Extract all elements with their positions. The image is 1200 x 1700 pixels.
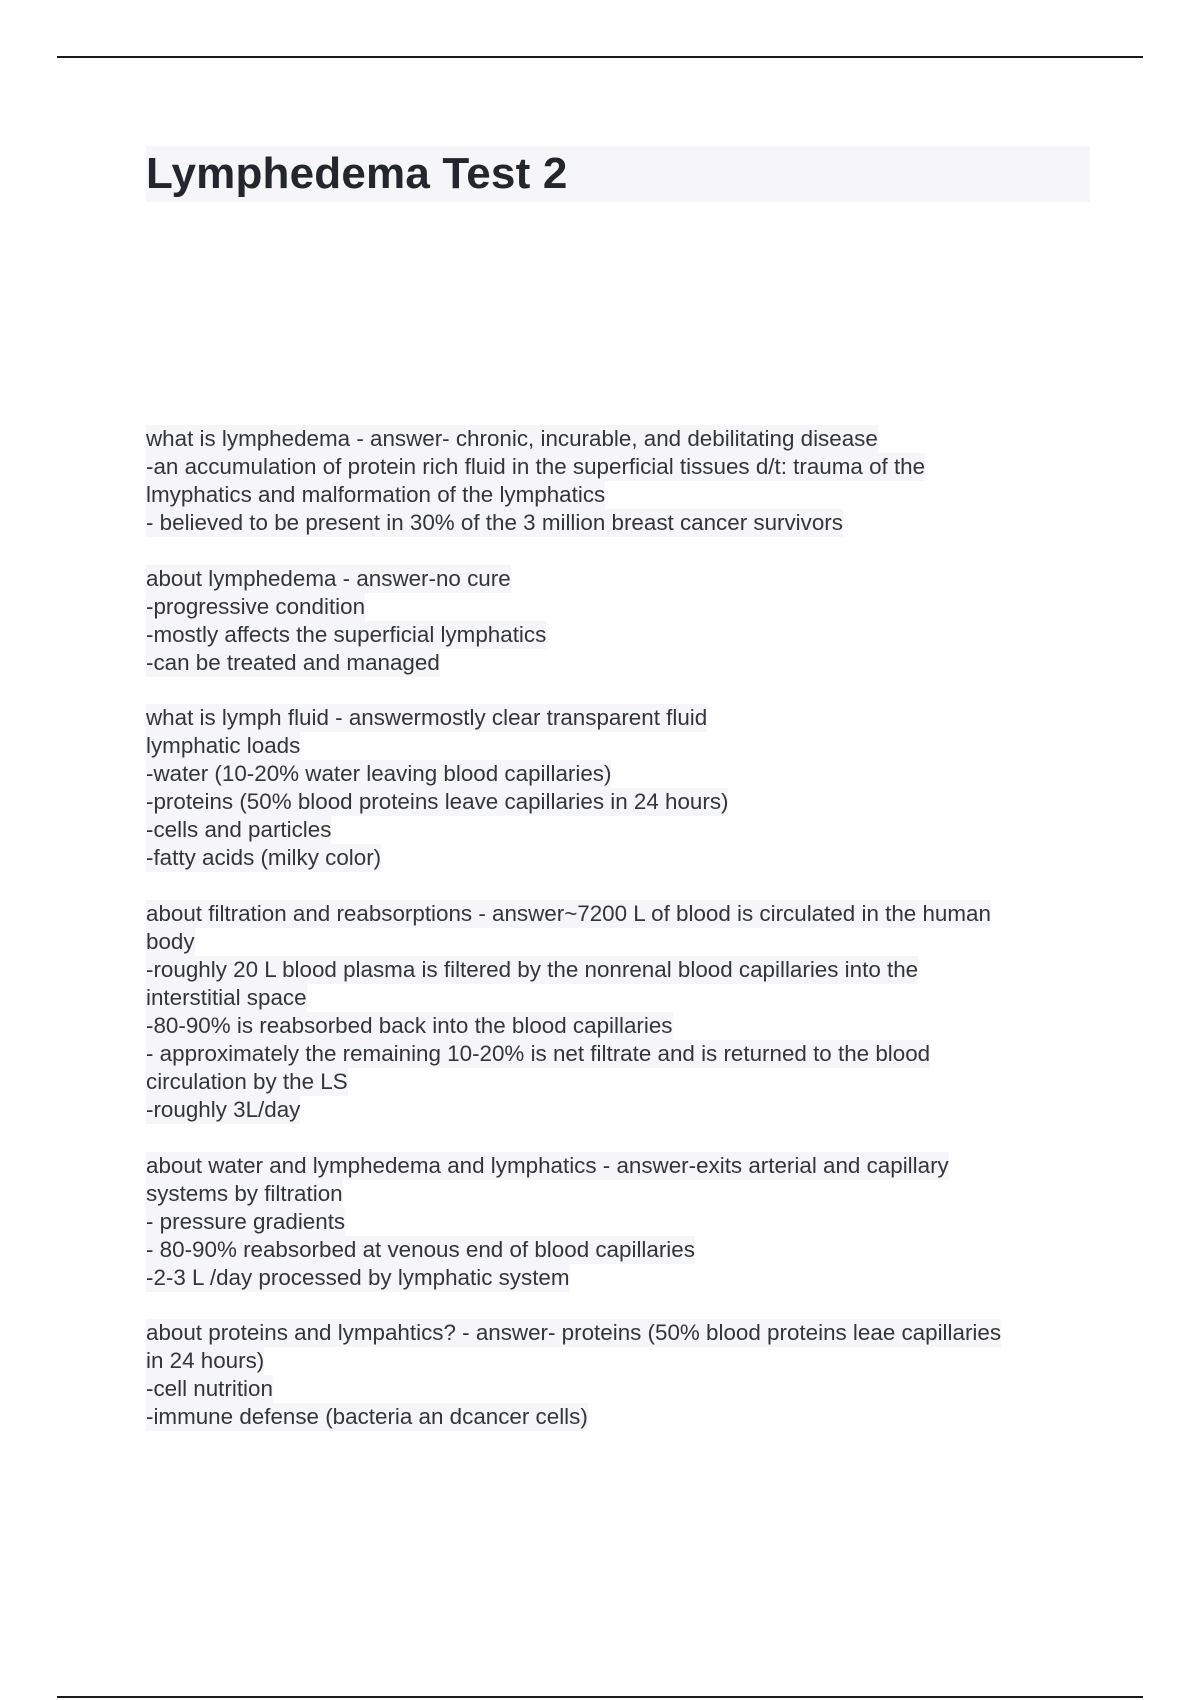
text-line: what is lymphedema - answer- chronic, incurable, and debilitating disease	[146, 426, 878, 451]
qa-entry	[146, 425, 1090, 537]
text-line: -an accumulation of protein rich fluid in the superficial tissues d/t: trauma of the	[146, 454, 926, 479]
text-line: -mostly affects the superficial lymphatics	[146, 621, 547, 647]
text-line: circulation by the LS	[146, 1069, 348, 1095]
text-line: - pressure gradients	[146, 1208, 346, 1234]
text-line: interstitial space	[146, 985, 307, 1011]
text-line: body	[146, 929, 195, 955]
text-line: in 24 hours)	[146, 1348, 265, 1374]
text-line: -fatty acids (milky color)	[146, 845, 382, 871]
text-line: systems by filtration	[146, 1180, 343, 1206]
qa-entry	[146, 1152, 1090, 1292]
text-line: -roughly 20 L blood plasma is filtered by the nonrenal blood capillaries into the	[146, 957, 919, 983]
text-line: -80-90% is reabsorbed back into the blood capillaries	[146, 1013, 673, 1039]
text-line: lymphatic loads	[146, 733, 301, 759]
page-title: Lymphedema Test 2	[146, 149, 568, 198]
text-line: -cells and particles	[146, 817, 332, 843]
text-line: lmyphatics and malformation of the lymphatics	[146, 482, 606, 507]
qa-entry	[146, 704, 1090, 872]
text-line: about proteins and lympahtics? - answer- proteins (50% blood proteins leae capillaries	[146, 1320, 1002, 1346]
text-line: about water and lymphedema and lymphatics - answer-exits arterial and capillary	[146, 1152, 949, 1178]
qa-entry	[146, 1319, 1090, 1431]
text-line: about filtration and reabsorptions - answer~7200 L of blood is circulated in the human	[146, 901, 991, 927]
document-body	[146, 425, 1090, 1459]
text-line: - 80-90% reabsorbed at venous end of blood capillaries	[146, 1236, 695, 1262]
text-line: -2-3 L /day processed by lymphatic system	[146, 1264, 570, 1290]
text-line: - approximately the remaining 10-20% is net filtrate and is returned to the blood	[146, 1041, 931, 1067]
text-line: what is lymph fluid - answermostly clear transparent fluid	[146, 705, 708, 731]
title-block	[146, 146, 1090, 202]
text-line: -can be treated and managed	[146, 649, 440, 675]
text-line: -cell nutrition	[146, 1376, 273, 1402]
text-line: -immune defense (bacteria an dcancer cells)	[146, 1404, 588, 1430]
top-rule	[57, 56, 1143, 58]
text-line: -progressive condition	[146, 593, 366, 619]
text-line: -proteins (50% blood proteins leave capillaries in 24 hours)	[146, 789, 729, 815]
text-line: - believed to be present in 30% of the 3 million breast cancer survivors	[146, 510, 843, 535]
text-line: about lymphedema - answer-no cure	[146, 565, 511, 591]
bottom-rule	[57, 1696, 1143, 1698]
qa-entry	[146, 565, 1090, 677]
qa-entry	[146, 900, 1090, 1124]
text-line: -roughly 3L/day	[146, 1097, 301, 1123]
text-line: -water (10-20% water leaving blood capillaries)	[146, 761, 612, 787]
